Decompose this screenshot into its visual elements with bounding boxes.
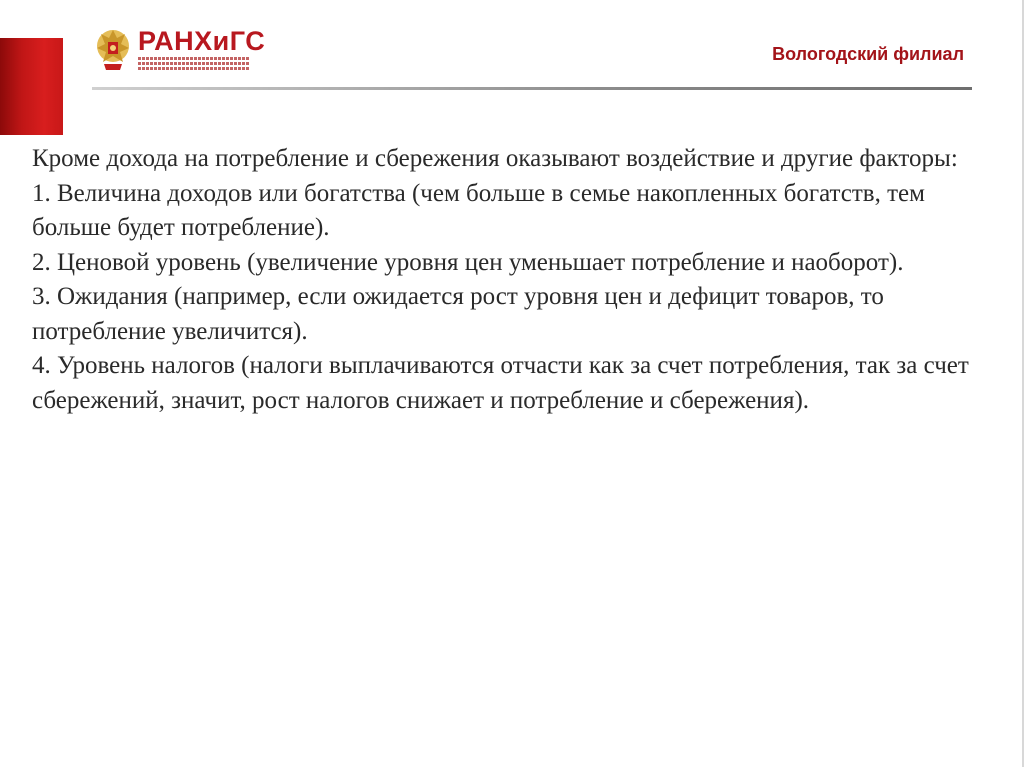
- logo-name: РАНХиГС: [138, 25, 266, 56]
- header-divider: [92, 87, 972, 90]
- list-item: 1. Величина доходов или богатства (чем больше в семье накопленных богатств, тем больше будет потребление).: [32, 179, 925, 241]
- logo: [94, 24, 265, 74]
- list-item: 3. Ожидания (например, если ожидается рост уровня цен и дефицит товаров, то потребление увеличится).: [32, 283, 884, 345]
- branch-title: Вологодский филиал: [772, 44, 964, 64]
- list-item: 2. Ценовой уровень (увеличение уровня цен уменьшает потребление и наоборот).: [32, 248, 904, 276]
- slide-body: [32, 142, 992, 418]
- logo-subtitle-lines: [138, 57, 250, 72]
- list-item: 4. Уровень налогов (налоги выплачиваются отчасти как за счет потребления, так за счет сбережений, значит, рост налогов снижает и потребление и сбережения).: [32, 352, 969, 414]
- red-accent-bar: [0, 38, 63, 135]
- intro-paragraph: Кроме дохода на потребление и сбережения оказывают воздействие и другие факторы:: [32, 145, 958, 172]
- eagle-emblem-icon: [94, 24, 132, 74]
